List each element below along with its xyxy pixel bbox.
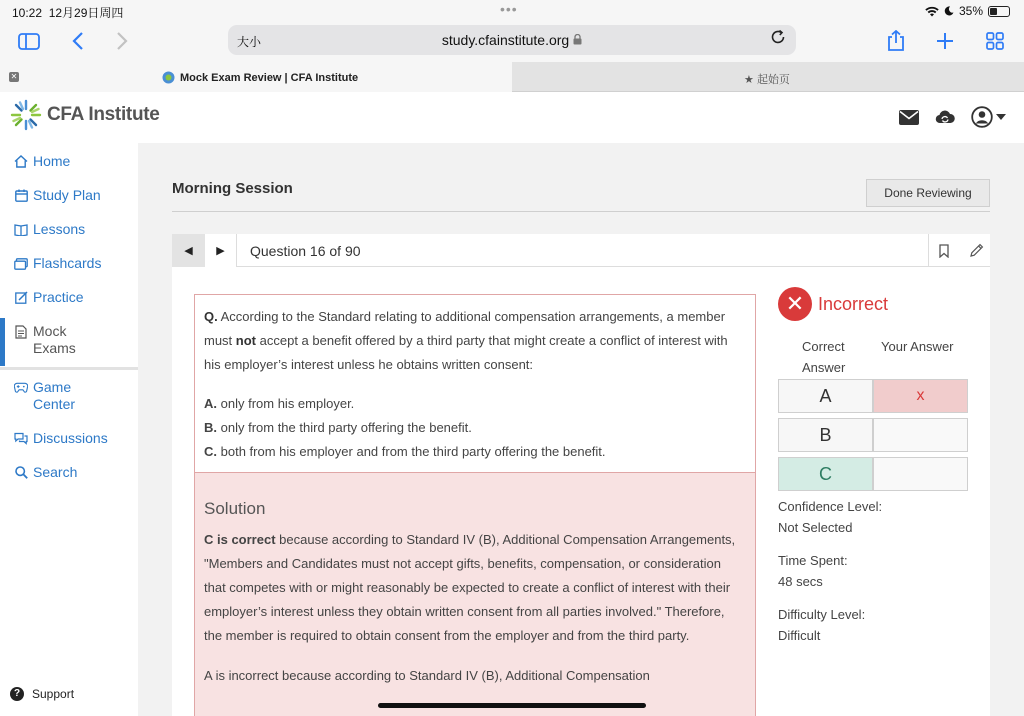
sidebar-item-home[interactable] [14, 153, 70, 170]
sidebar-item-label: Practice [33, 289, 84, 305]
share-icon[interactable] [887, 28, 905, 54]
confidence-level: Confidence Level: Not Selected [778, 499, 883, 535]
solution-text: C is correct because according to Standard IV (B), Additional Compensation Arrangements, "Members and Candidates must not accept gifts, benefits, compensation, or consideration that competes with or might reasonably be expected to create a conflict of interest with their employer’s interest unless they obtain written consent from all parties involved." Therefore, the member is required to obtain consent from the employer and from the third party. [204, 532, 736, 643]
sidebar-item-label: Discussions [33, 430, 108, 446]
reload-icon[interactable] [770, 29, 786, 50]
cfa-logo-icon [10, 99, 42, 131]
your-answer-mark: x [873, 379, 968, 413]
chevron-down-icon [996, 114, 1006, 120]
tab-strip [0, 62, 1024, 92]
title-divider [172, 211, 990, 212]
your-answer-mark [873, 418, 968, 452]
answer-row [778, 457, 968, 491]
multitask-dots[interactable]: ••• [500, 1, 518, 17]
tab-title: 起始页 [756, 74, 790, 86]
sidebar-toggle-icon[interactable] [18, 28, 40, 54]
status-time: 10:22 12月29日周四 [12, 6, 124, 20]
site-header [0, 93, 1024, 143]
question-panel [172, 267, 990, 716]
new-tab-icon[interactable] [936, 28, 954, 54]
answer-grid [778, 379, 968, 496]
battery-icon [988, 6, 1010, 17]
option-c: C. both from his employer and from the third party offering the benefit. [204, 444, 606, 459]
address-bar[interactable] [228, 25, 796, 55]
gamepad-icon [14, 382, 28, 393]
tab-start-page[interactable] [512, 62, 1024, 92]
battery-percent: 35% [958, 4, 983, 18]
tab-overview-icon[interactable] [986, 28, 1004, 54]
main-content [138, 143, 1024, 716]
solution-title: Solution [204, 499, 266, 518]
back-icon[interactable] [72, 28, 84, 54]
time-spent: Time Spent: 48 secs [778, 553, 848, 589]
calendar-icon [15, 189, 28, 202]
sidebar-item-study-plan[interactable] [14, 187, 101, 204]
result-status: Incorrect [818, 293, 889, 314]
sidebar-item-label: Home [33, 153, 71, 169]
question-stem: Q. According to the Standard relating to additional compensation arrangements, a member must not accept a benefit offered by a third party that might create a conflict of interest with his employer’s interest unless he obtains written consent: [204, 309, 728, 372]
bookmark-icon [939, 244, 949, 258]
question-counter: Question 16 of 90 [250, 243, 361, 259]
book-icon [14, 224, 28, 236]
sidebar-item-flashcards[interactable] [14, 255, 101, 272]
caret-left-icon: ◀ [184, 245, 193, 257]
solution-box [194, 472, 756, 716]
wifi-icon [925, 6, 939, 17]
pencil-icon [969, 243, 984, 258]
edit-icon [15, 291, 28, 304]
sidebar [0, 143, 138, 716]
answer-row [778, 379, 968, 413]
sidebar-item-search[interactable] [14, 464, 77, 481]
option-b: B. only from the third party offering the benefit. [204, 420, 472, 435]
user-avatar-icon [971, 106, 993, 128]
tab-close-icon[interactable]: ✕ [10, 72, 18, 81]
browser-toolbar [0, 22, 1024, 62]
support-link[interactable] [10, 687, 74, 701]
status-bar [0, 0, 1024, 22]
sidebar-item-label: Lessons [33, 221, 86, 237]
page-title: Morning Session [172, 180, 293, 197]
search-icon [15, 466, 28, 479]
done-reviewing-button[interactable]: Done Reviewing [866, 179, 990, 207]
sidebar-item-practice[interactable] [14, 289, 84, 306]
cards-icon [14, 258, 28, 270]
previous-question-button[interactable] [172, 234, 205, 267]
mail-icon[interactable] [899, 110, 919, 125]
header-actions [899, 106, 1006, 128]
help-icon: ? [10, 687, 24, 701]
answer-options [204, 392, 746, 464]
url-text[interactable]: study.cfainstitute.org [228, 32, 796, 48]
bookmark-button[interactable] [928, 234, 958, 267]
sidebar-item-lessons[interactable] [14, 221, 85, 238]
sidebar-item-game-center[interactable] [14, 379, 83, 413]
question-nav-bar [172, 234, 990, 267]
document-icon [15, 325, 27, 339]
result-panel [778, 287, 978, 643]
result-header [778, 287, 978, 321]
correct-answer-letter: C [778, 457, 873, 491]
answer-row [778, 418, 968, 452]
status-right [925, 4, 1010, 18]
your-answer-header: Your Answer [881, 339, 954, 354]
sidebar-item-label: Flashcards [33, 255, 102, 271]
star-icon: ★ [744, 74, 754, 86]
incorrect-icon: ✕ [778, 287, 812, 321]
caret-right-icon: ▶ [216, 245, 225, 257]
sidebar-item-discussions[interactable] [14, 430, 108, 447]
text-size-button[interactable]: 大小 [237, 35, 262, 49]
sidebar-item-label: Study Plan [33, 187, 101, 203]
sidebar-divider [0, 367, 138, 370]
solution-text-continued: A is incorrect because according to Standard IV (B), Additional Compensation [204, 668, 650, 683]
account-menu[interactable] [971, 106, 1006, 128]
home-indicator[interactable] [378, 703, 646, 708]
active-nav-indicator [0, 318, 5, 366]
next-question-button[interactable] [205, 234, 237, 267]
cfa-favicon-icon [162, 71, 175, 84]
cfa-logo[interactable] [10, 99, 160, 131]
support-label: Support [32, 687, 75, 701]
question-box [194, 294, 756, 472]
answer-letter: B [778, 418, 873, 452]
your-answer-mark [873, 457, 968, 491]
moon-icon [944, 6, 954, 16]
logo-text: CFA Institute [47, 104, 160, 125]
sidebar-item-mock-exams[interactable] [14, 323, 83, 357]
lock-icon [573, 34, 582, 45]
correct-answer-header: Correct Answer [802, 339, 846, 375]
sidebar-item-label: Mock Exams [33, 323, 76, 356]
cloud-sync-icon[interactable] [935, 109, 955, 125]
chat-icon [14, 432, 28, 445]
forward-icon[interactable] [116, 28, 128, 54]
home-icon [14, 155, 28, 168]
sidebar-item-label: Search [33, 464, 78, 480]
tab-title: Mock Exam Review | CFA Institute [180, 71, 359, 84]
question-stats [778, 496, 978, 658]
sidebar-item-label: Game Center [33, 379, 76, 412]
option-a: A. only from his employer. [204, 396, 355, 411]
notes-button[interactable] [962, 234, 990, 267]
tab-mock-exam-review[interactable] [0, 62, 512, 92]
difficulty-level: Difficulty Level: Difficult [778, 607, 866, 643]
answer-letter: A [778, 379, 873, 413]
